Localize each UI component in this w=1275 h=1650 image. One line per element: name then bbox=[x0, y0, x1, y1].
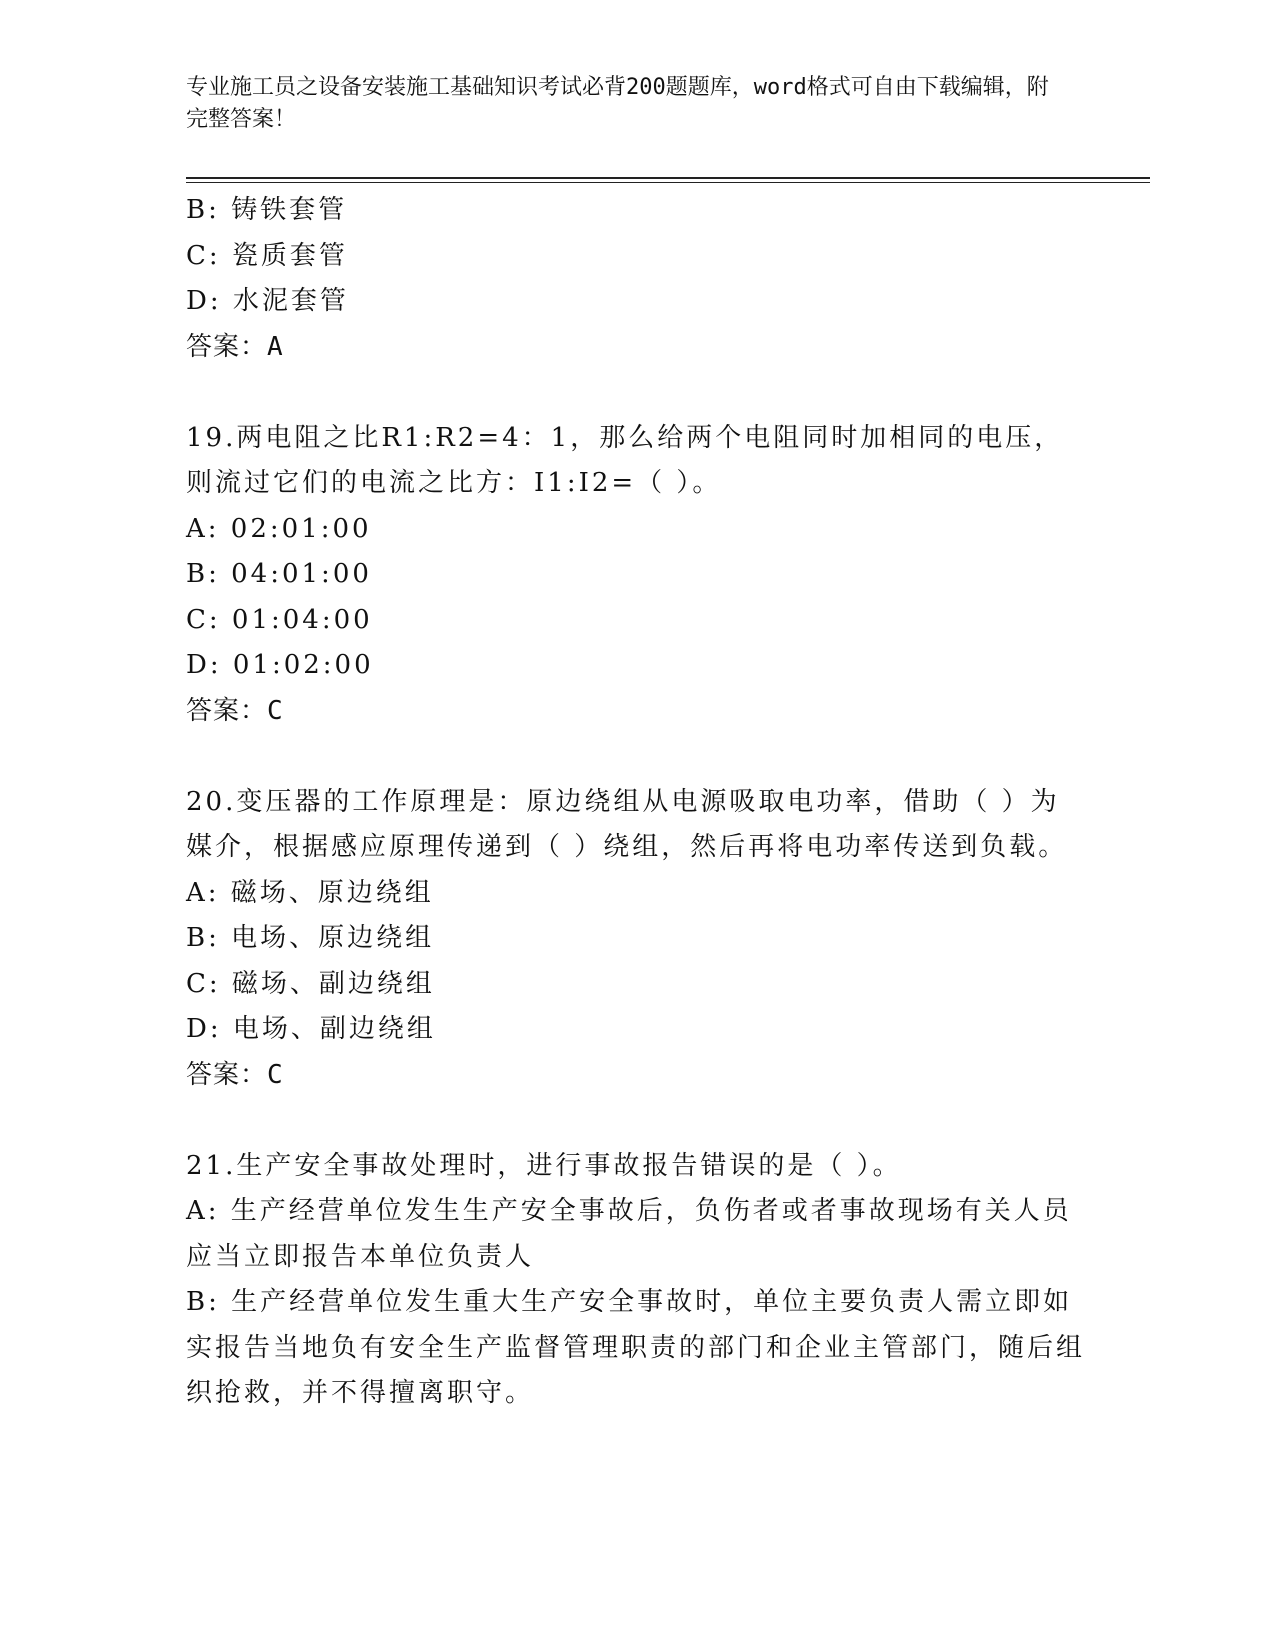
option-c: C: 01:04:00 bbox=[186, 604, 373, 635]
option-a: A: 磁场、原边绕组 bbox=[186, 877, 434, 908]
answer: 答案：C bbox=[186, 1059, 284, 1090]
option-a: A: 生产经营单位发生生产安全事故后，负伤者或者事故现场有关人员应当立即报告本单位负责人 bbox=[186, 1196, 1072, 1272]
spacer bbox=[186, 734, 1086, 780]
question-19 bbox=[186, 416, 1086, 735]
answer: 答案：A bbox=[186, 331, 284, 362]
option-d: D: 电场、副边绕组 bbox=[186, 1014, 436, 1044]
question-content bbox=[186, 188, 1086, 1417]
option-b: B: 电场、原边绕组 bbox=[186, 923, 435, 953]
header-rule-thick bbox=[186, 177, 1150, 179]
header-rule-thin bbox=[186, 182, 1150, 183]
spacer bbox=[186, 370, 1086, 416]
option-b: B: 04:01:00 bbox=[186, 559, 372, 589]
option-d: D: 水泥套管 bbox=[186, 286, 349, 316]
question-stem: 21.生产安全事故处理时，进行事故报告错误的是（ ）。 bbox=[186, 1150, 902, 1181]
page-header: 专业施工员之设备安装施工基础知识考试必背200题题库，word格式可自由下载编辑，附完整答案！ bbox=[186, 75, 1049, 132]
question-18 bbox=[186, 188, 1086, 370]
option-c: C: 瓷质套管 bbox=[186, 240, 348, 271]
question-stem: 19.两电阻之比R1:R2=4：1，那么给两个电阻同时加相同的电压，则流过它们的电流之比方：I1:I2=（ ）。 bbox=[186, 422, 1064, 498]
option-b: B: 生产经营单位发生重大生产安全事故时，单位主要负责人需立即如实报告当地负有安全生产监督管理职责的部门和企业主管部门，随后组织抢救，并不得擅离职守。 bbox=[186, 1287, 1086, 1408]
question-stem: 20.变压器的工作原理是：原边绕组从电源吸取电功率，借助（ ）为媒介，根据感应原理传递到（ ）绕组，然后再将电功率传送到负载。 bbox=[186, 786, 1068, 862]
option-d: D: 01:02:00 bbox=[186, 650, 374, 680]
option-a: A: 02:01:00 bbox=[186, 513, 372, 544]
question-20 bbox=[186, 780, 1086, 1099]
option-c: C: 磁场、副边绕组 bbox=[186, 968, 435, 999]
spacer bbox=[186, 1098, 1086, 1144]
answer: 答案：C bbox=[186, 695, 284, 726]
option-b: B: 铸铁套管 bbox=[186, 195, 348, 225]
question-21 bbox=[186, 1144, 1086, 1417]
